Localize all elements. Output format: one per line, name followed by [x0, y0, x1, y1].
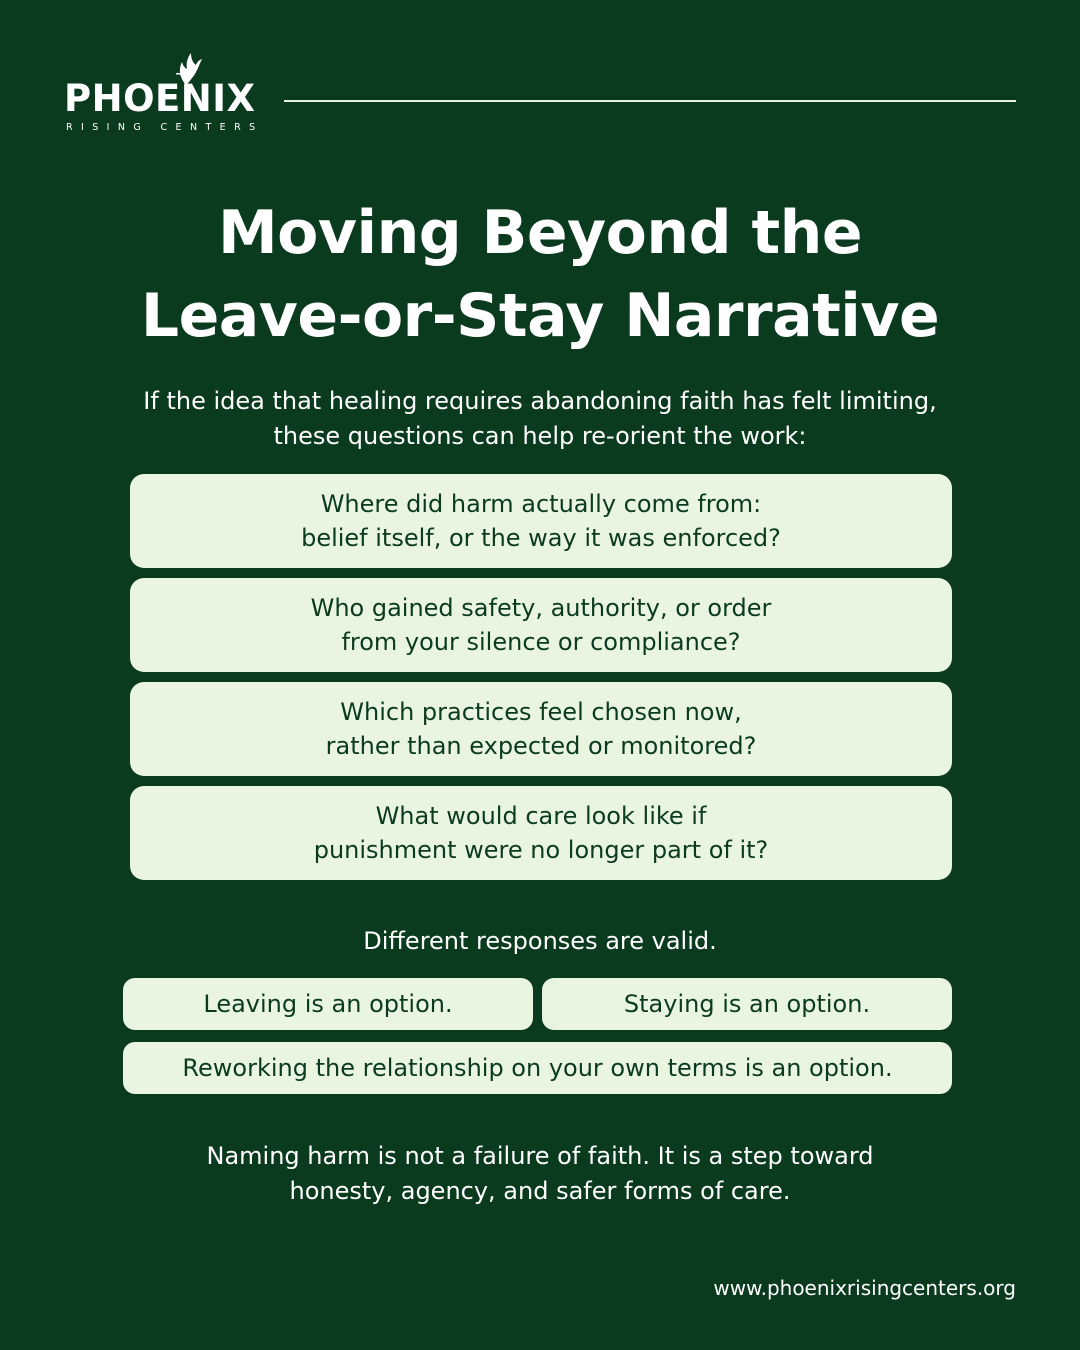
- question-2-line-2: from your silence or compliance?: [341, 628, 741, 656]
- closing-text: [60, 1139, 1020, 1209]
- page-title: [40, 192, 1040, 358]
- staying-option-pill: Staying is an option.: [542, 978, 952, 1030]
- question-card-3: [130, 682, 952, 776]
- title-line-2: Leave-or-Stay Narrative: [140, 281, 940, 351]
- brand-name: PHOENIX: [64, 77, 256, 120]
- question-1-line-1: Where did harm actually come from:: [320, 490, 762, 518]
- question-4-line-1: What would care look like if: [375, 802, 707, 830]
- question-4-line-2: punishment were no longer part of it?: [313, 836, 769, 864]
- closing-line-2: honesty, agency, and safer forms of care.: [289, 1177, 791, 1205]
- brand-tagline: RISING CENTERS: [66, 122, 264, 133]
- intro-line-2: these questions can help re-orient the work:: [273, 422, 807, 450]
- question-card-1: [130, 474, 952, 568]
- question-card-4: [130, 786, 952, 880]
- header-divider: [284, 100, 1016, 102]
- question-3-line-2: rather than expected or monitored?: [325, 732, 757, 760]
- responses-heading: Different responses are valid.: [363, 927, 717, 955]
- question-1-line-2: belief itself, or the way it was enforced?: [301, 524, 781, 552]
- question-3-line-1: Which practices feel chosen now,: [340, 698, 742, 726]
- website-url: www.phoenixrisingcenters.org: [713, 1276, 1016, 1300]
- reworking-option-pill: Reworking the relationship on your own terms is an option.: [123, 1042, 952, 1094]
- closing-line-1: Naming harm is not a failure of faith. It is a step toward: [206, 1142, 874, 1170]
- brand-logo: [64, 52, 269, 134]
- question-2-line-1: Who gained safety, authority, or order: [310, 594, 772, 622]
- question-card-2: [130, 578, 952, 672]
- title-line-1: Moving Beyond the: [217, 198, 863, 268]
- intro-text: [60, 384, 1020, 454]
- leaving-option-pill: Leaving is an option.: [123, 978, 533, 1030]
- intro-line-1: If the idea that healing requires abandoning faith has felt limiting,: [143, 387, 937, 415]
